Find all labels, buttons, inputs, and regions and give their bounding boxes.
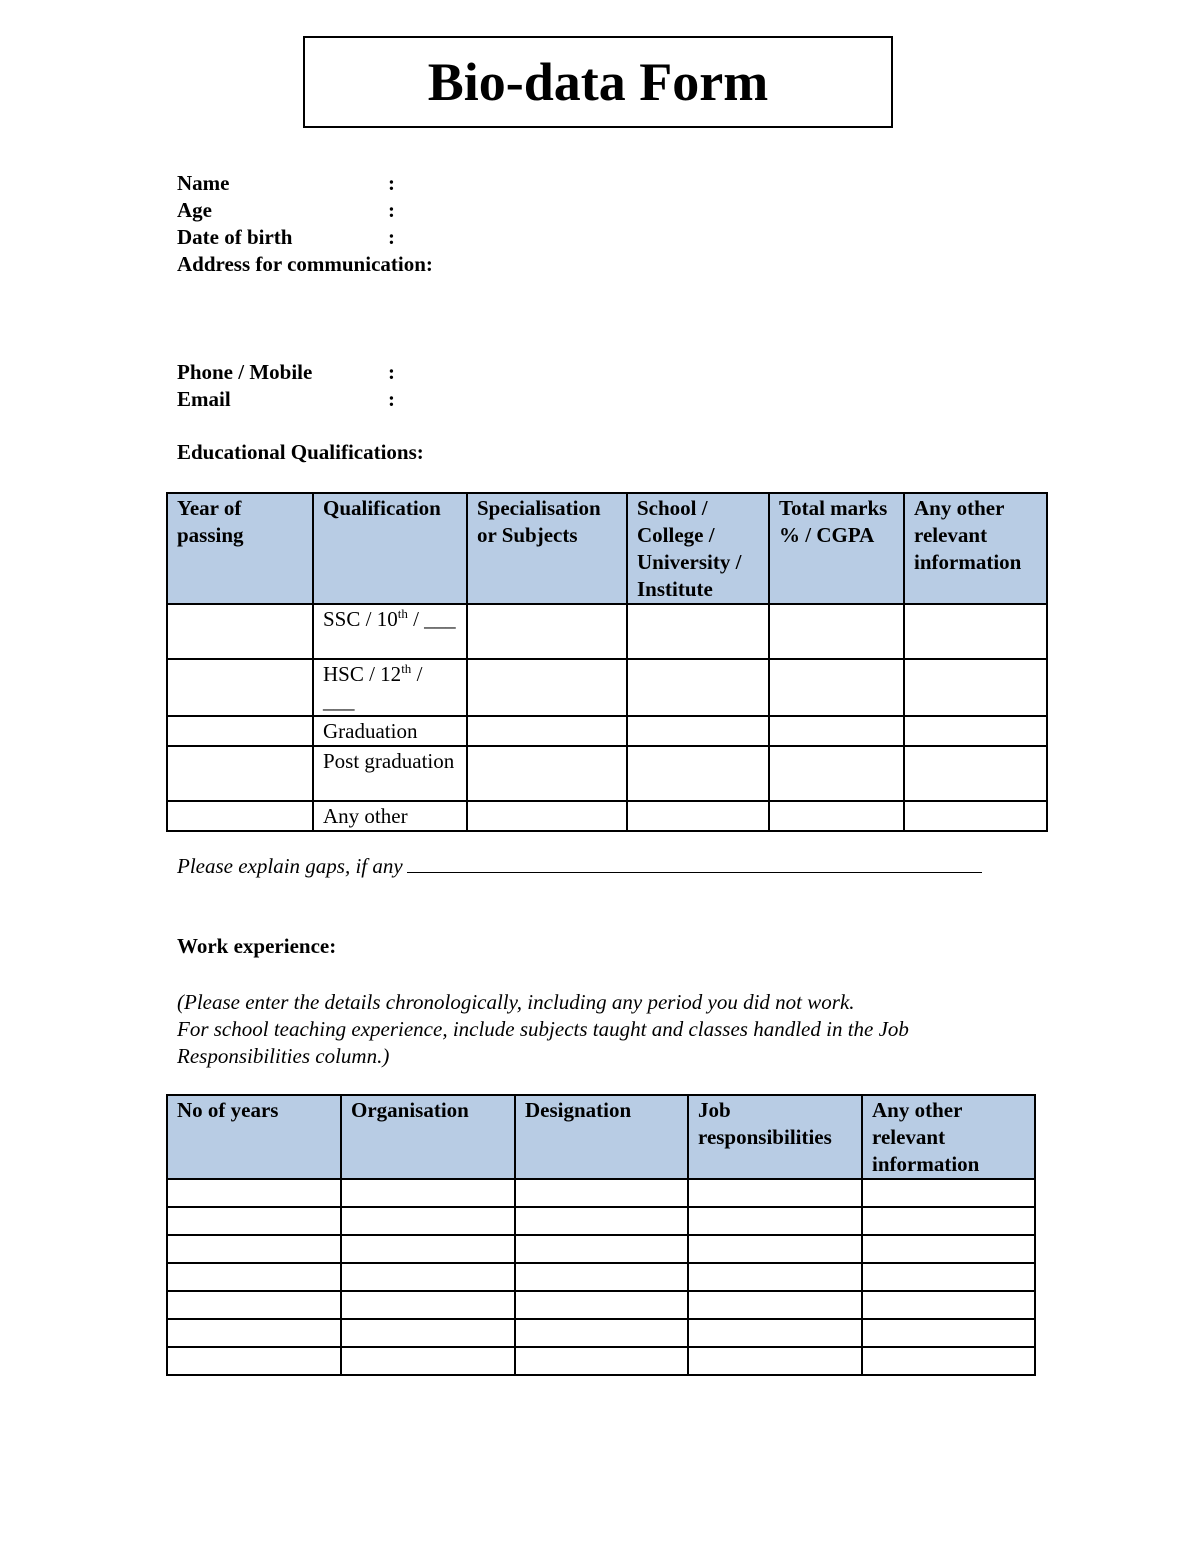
marks-cell[interactable] bbox=[769, 746, 904, 801]
col-header-organisation: Organisation bbox=[341, 1095, 515, 1179]
years-cell[interactable] bbox=[167, 1179, 341, 1207]
institute-cell[interactable] bbox=[627, 604, 769, 659]
designation-cell[interactable] bbox=[515, 1347, 688, 1375]
organisation-cell[interactable] bbox=[341, 1291, 515, 1319]
other-info-cell[interactable] bbox=[904, 604, 1047, 659]
marks-cell[interactable] bbox=[769, 716, 904, 746]
qualification-cell bbox=[313, 604, 467, 659]
other-info-cell[interactable] bbox=[904, 716, 1047, 746]
age-label: Age bbox=[177, 198, 212, 222]
specialisation-cell[interactable] bbox=[467, 659, 627, 716]
specialisation-cell[interactable] bbox=[467, 746, 627, 801]
table-row bbox=[167, 1347, 1035, 1375]
responsibilities-cell[interactable] bbox=[688, 1319, 862, 1347]
col-header-year: Year of passing bbox=[167, 493, 313, 604]
organisation-cell[interactable] bbox=[341, 1347, 515, 1375]
table-row bbox=[167, 1179, 1035, 1207]
age-field[interactable] bbox=[177, 197, 433, 224]
col-header-qualification: Qualification bbox=[313, 493, 467, 604]
work-other-info-cell[interactable] bbox=[862, 1319, 1035, 1347]
qualification-label: Graduation bbox=[323, 719, 418, 743]
designation-cell[interactable] bbox=[515, 1179, 688, 1207]
work-table bbox=[166, 1094, 1036, 1376]
specialisation-cell[interactable] bbox=[467, 604, 627, 659]
year-cell[interactable] bbox=[167, 659, 313, 716]
col-header-work-other-info: Any other relevant information bbox=[862, 1095, 1035, 1179]
dob-label: Date of birth bbox=[177, 225, 293, 249]
work-note-line-2: For school teaching experience, include subjects taught and classes handled in the Job Responsibilities column.) bbox=[177, 1017, 909, 1068]
work-other-info-cell[interactable] bbox=[862, 1235, 1035, 1263]
work-note-line-1: (Please enter the details chronologically, including any period you did not work. bbox=[177, 990, 855, 1014]
table-row bbox=[167, 604, 1047, 659]
years-cell[interactable] bbox=[167, 1319, 341, 1347]
table-row bbox=[167, 1263, 1035, 1291]
table-row bbox=[167, 1207, 1035, 1235]
col-header-marks: Total marks % / CGPA bbox=[769, 493, 904, 604]
organisation-cell[interactable] bbox=[341, 1207, 515, 1235]
qualification-cell bbox=[313, 659, 467, 716]
designation-cell[interactable] bbox=[515, 1207, 688, 1235]
other-info-cell[interactable] bbox=[904, 659, 1047, 716]
col-header-other-info: Any other relevant information bbox=[904, 493, 1047, 604]
designation-cell[interactable] bbox=[515, 1319, 688, 1347]
designation-cell[interactable] bbox=[515, 1291, 688, 1319]
table-row bbox=[167, 746, 1047, 801]
gaps-field[interactable] bbox=[177, 854, 982, 879]
work-heading: Work experience: bbox=[177, 934, 337, 958]
marks-cell[interactable] bbox=[769, 604, 904, 659]
table-row bbox=[167, 716, 1047, 746]
qualification-label: Any other bbox=[323, 804, 408, 828]
responsibilities-cell[interactable] bbox=[688, 1347, 862, 1375]
years-cell[interactable] bbox=[167, 1347, 341, 1375]
organisation-cell[interactable] bbox=[341, 1235, 515, 1263]
name-field[interactable] bbox=[177, 170, 433, 197]
qualification-cell bbox=[313, 716, 467, 746]
education-heading: Educational Qualifications: bbox=[177, 440, 424, 464]
table-row bbox=[167, 801, 1047, 831]
age-colon: : bbox=[388, 198, 395, 222]
email-label: Email bbox=[177, 387, 231, 411]
phone-colon: : bbox=[388, 360, 395, 384]
dob-field[interactable] bbox=[177, 224, 433, 251]
years-cell[interactable] bbox=[167, 1207, 341, 1235]
gaps-label: Please explain gaps, if any bbox=[177, 854, 403, 878]
other-info-cell[interactable] bbox=[904, 801, 1047, 831]
qualification-cell bbox=[313, 801, 467, 831]
specialisation-cell[interactable] bbox=[467, 801, 627, 831]
table-row bbox=[167, 1235, 1035, 1263]
qualification-superscript: th bbox=[401, 661, 412, 676]
institute-cell[interactable] bbox=[627, 746, 769, 801]
education-header-row bbox=[167, 493, 1047, 604]
qualification-label: Post graduation bbox=[323, 749, 455, 773]
year-cell[interactable] bbox=[167, 716, 313, 746]
personal-details bbox=[177, 170, 433, 278]
education-table bbox=[166, 492, 1048, 832]
col-header-specialisation: Specialisation or Subjects bbox=[467, 493, 627, 604]
col-header-institute: School / College / University / Institute bbox=[627, 493, 769, 604]
qualification-label: HSC / 12 bbox=[323, 662, 402, 686]
years-cell[interactable] bbox=[167, 1263, 341, 1291]
col-header-responsibilities: Job responsibilities bbox=[688, 1095, 862, 1179]
form-title: Bio-data Form bbox=[303, 36, 893, 128]
organisation-cell[interactable] bbox=[341, 1179, 515, 1207]
col-header-designation: Designation bbox=[515, 1095, 688, 1179]
table-row bbox=[167, 1291, 1035, 1319]
work-other-info-cell[interactable] bbox=[862, 1263, 1035, 1291]
gaps-blank-line[interactable] bbox=[407, 858, 982, 873]
qualification-cell bbox=[313, 746, 467, 801]
name-label: Name bbox=[177, 171, 230, 195]
year-cell[interactable] bbox=[167, 746, 313, 801]
name-colon: : bbox=[388, 171, 395, 195]
responsibilities-cell[interactable] bbox=[688, 1207, 862, 1235]
year-cell[interactable] bbox=[167, 801, 313, 831]
contact-details bbox=[177, 359, 395, 413]
marks-cell[interactable] bbox=[769, 659, 904, 716]
other-info-cell[interactable] bbox=[904, 746, 1047, 801]
table-row bbox=[167, 659, 1047, 716]
responsibilities-cell[interactable] bbox=[688, 1179, 862, 1207]
address-field[interactable] bbox=[177, 251, 433, 278]
qualification-label: SSC / 10 bbox=[323, 607, 398, 631]
email-colon: : bbox=[388, 387, 395, 411]
qualification-superscript: th bbox=[397, 606, 408, 621]
work-instructions bbox=[177, 989, 1047, 1070]
institute-cell[interactable] bbox=[627, 801, 769, 831]
address-label: Address for communication: bbox=[177, 252, 433, 276]
institute-cell[interactable] bbox=[627, 716, 769, 746]
organisation-cell[interactable] bbox=[341, 1263, 515, 1291]
qualification-suffix: / ___ bbox=[323, 662, 423, 713]
col-header-years: No of years bbox=[167, 1095, 341, 1179]
specialisation-cell[interactable] bbox=[467, 716, 627, 746]
years-cell[interactable] bbox=[167, 1291, 341, 1319]
year-cell[interactable] bbox=[167, 604, 313, 659]
dob-colon: : bbox=[388, 225, 395, 249]
work-other-info-cell[interactable] bbox=[862, 1347, 1035, 1375]
responsibilities-cell[interactable] bbox=[688, 1263, 862, 1291]
table-row bbox=[167, 1319, 1035, 1347]
marks-cell[interactable] bbox=[769, 801, 904, 831]
years-cell[interactable] bbox=[167, 1235, 341, 1263]
phone-field[interactable] bbox=[177, 359, 395, 386]
email-field[interactable] bbox=[177, 386, 395, 413]
designation-cell[interactable] bbox=[515, 1263, 688, 1291]
work-header-row bbox=[167, 1095, 1035, 1179]
qualification-suffix: / ___ bbox=[407, 607, 456, 631]
designation-cell[interactable] bbox=[515, 1235, 688, 1263]
work-other-info-cell[interactable] bbox=[862, 1291, 1035, 1319]
institute-cell[interactable] bbox=[627, 659, 769, 716]
phone-label: Phone / Mobile bbox=[177, 360, 313, 384]
responsibilities-cell[interactable] bbox=[688, 1235, 862, 1263]
work-other-info-cell[interactable] bbox=[862, 1207, 1035, 1235]
responsibilities-cell[interactable] bbox=[688, 1291, 862, 1319]
organisation-cell[interactable] bbox=[341, 1319, 515, 1347]
work-other-info-cell[interactable] bbox=[862, 1179, 1035, 1207]
